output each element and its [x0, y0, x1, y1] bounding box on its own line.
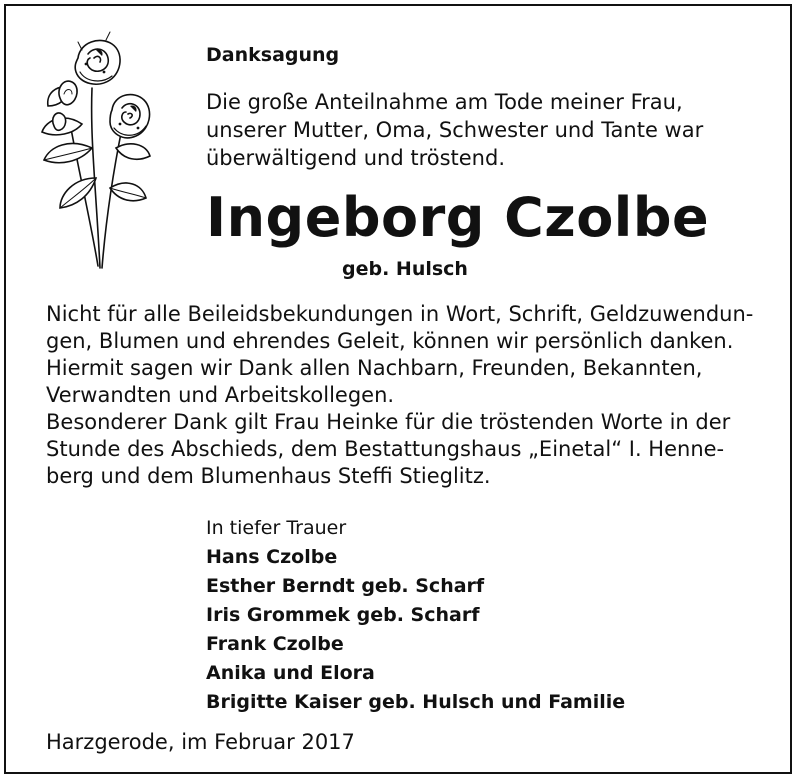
intro-line: überwältigend und tröstend. [206, 146, 505, 170]
intro-line: unserer Mutter, Oma, Schwester und Tante war [206, 118, 704, 142]
maiden-name: geb. Hulsch [342, 258, 468, 280]
body-line: Hiermit sagen wir Dank allen Nachbarn, Freunden, Bekannten, [46, 356, 703, 380]
body-line: Nicht für alle Beileidsbekundungen in Wort, Schrift, Geldzuwendun- [46, 302, 754, 326]
deceased-name: Ingeborg Czolbe [206, 186, 710, 249]
intro-line: Die große Anteilnahme am Tode meiner Frau, [206, 90, 683, 114]
mourner-name: Frank Czolbe [206, 633, 344, 655]
mourner-name: Esther Berndt geb. Scharf [206, 575, 485, 597]
heading: Danksagung [206, 44, 340, 66]
body-line: Verwandten und Arbeitskollegen. [46, 383, 395, 407]
body-line: Stunde des Abschieds, dem Bestattungshaus „Einetal“ I. Henne- [46, 437, 725, 461]
mourner-name: Brigitte Kaiser geb. Hulsch und Familie [206, 691, 626, 713]
body-line: gen, Blumen und ehrendes Geleit, können wir persönlich danken. [46, 329, 734, 353]
mourner-name: Iris Grommek geb. Scharf [206, 604, 480, 626]
mourning-label: In tiefer Trauer [206, 517, 347, 539]
rose-illustration-icon [30, 28, 160, 273]
body-line: berg und dem Blumenhaus Steffi Stieglitz. [46, 464, 491, 488]
place-date: Harzgerode, im Februar 2017 [46, 730, 355, 754]
intro-text [206, 88, 703, 172]
mourner-name: Hans Czolbe [206, 546, 338, 568]
mourner-name: Anika und Elora [206, 662, 375, 684]
body-text [46, 301, 753, 490]
obituary-card [4, 4, 792, 774]
body-line: Besonderer Dank gilt Frau Heinke für die tröstenden Worte in der [46, 410, 731, 434]
mourners-block [206, 514, 625, 717]
